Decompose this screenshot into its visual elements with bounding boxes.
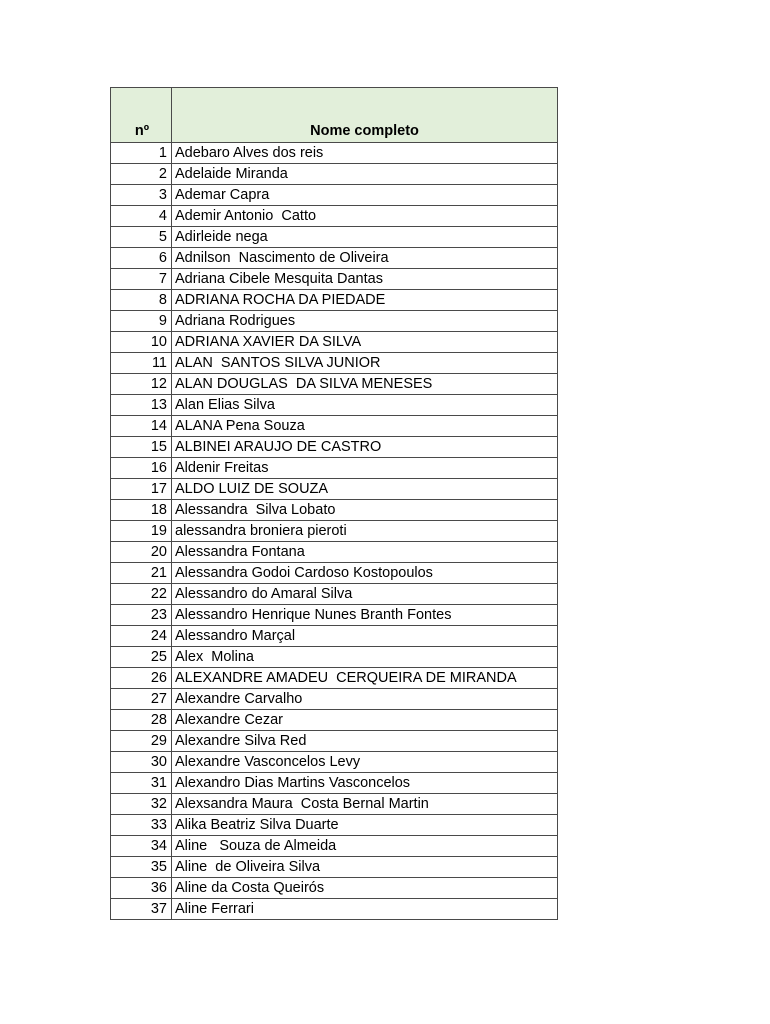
row-number-cell: 36 xyxy=(111,878,172,899)
row-number-cell: 23 xyxy=(111,605,172,626)
table-row xyxy=(111,836,558,857)
full-name-cell: ALANA Pena Souza xyxy=(172,416,558,437)
table-row xyxy=(111,290,558,311)
row-number-cell: 37 xyxy=(111,899,172,920)
full-name-cell: ADRIANA XAVIER DA SILVA xyxy=(172,332,558,353)
full-name-cell: Alika Beatriz Silva Duarte xyxy=(172,815,558,836)
table-body xyxy=(111,143,558,920)
row-number-cell: 30 xyxy=(111,752,172,773)
number-column-header: nº xyxy=(111,88,172,143)
row-number-cell: 15 xyxy=(111,437,172,458)
full-name-cell: ALDO LUIZ DE SOUZA xyxy=(172,479,558,500)
row-number-cell: 31 xyxy=(111,773,172,794)
row-number-cell: 5 xyxy=(111,227,172,248)
full-name-cell: Alexandre Carvalho xyxy=(172,689,558,710)
row-number-cell: 7 xyxy=(111,269,172,290)
full-name-cell: alessandra broniera pieroti xyxy=(172,521,558,542)
full-name-cell: Alessandro Marçal xyxy=(172,626,558,647)
full-name-cell: Adirleide nega xyxy=(172,227,558,248)
row-number-cell: 22 xyxy=(111,584,172,605)
table-row xyxy=(111,164,558,185)
full-name-cell: Alexandro Dias Martins Vasconcelos xyxy=(172,773,558,794)
table-row xyxy=(111,584,558,605)
names-table xyxy=(110,87,558,920)
full-name-cell: ALBINEI ARAUJO DE CASTRO xyxy=(172,437,558,458)
table-row xyxy=(111,794,558,815)
table-row xyxy=(111,710,558,731)
table-row xyxy=(111,185,558,206)
full-name-cell: Alexsandra Maura Costa Bernal Martin xyxy=(172,794,558,815)
table-row xyxy=(111,227,558,248)
table-row xyxy=(111,899,558,920)
table-row xyxy=(111,269,558,290)
row-number-cell: 6 xyxy=(111,248,172,269)
row-number-cell: 32 xyxy=(111,794,172,815)
table-row xyxy=(111,773,558,794)
full-name-cell: Alex Molina xyxy=(172,647,558,668)
row-number-cell: 4 xyxy=(111,206,172,227)
table-row xyxy=(111,353,558,374)
full-name-cell: Adriana Cibele Mesquita Dantas xyxy=(172,269,558,290)
table-row xyxy=(111,311,558,332)
row-number-cell: 10 xyxy=(111,332,172,353)
full-name-cell: Adnilson Nascimento de Oliveira xyxy=(172,248,558,269)
table-row xyxy=(111,248,558,269)
full-name-cell: ALAN SANTOS SILVA JUNIOR xyxy=(172,353,558,374)
row-number-cell: 33 xyxy=(111,815,172,836)
row-number-cell: 12 xyxy=(111,374,172,395)
row-number-cell: 14 xyxy=(111,416,172,437)
full-name-cell: Alexandre Silva Red xyxy=(172,731,558,752)
row-number-cell: 26 xyxy=(111,668,172,689)
row-number-cell: 18 xyxy=(111,500,172,521)
full-name-cell: ALAN DOUGLAS DA SILVA MENESES xyxy=(172,374,558,395)
table-row xyxy=(111,458,558,479)
full-name-cell: Alessandro do Amaral Silva xyxy=(172,584,558,605)
table-row xyxy=(111,815,558,836)
header-row xyxy=(111,88,558,143)
row-number-cell: 3 xyxy=(111,185,172,206)
table-row xyxy=(111,542,558,563)
full-name-cell: ADRIANA ROCHA DA PIEDADE xyxy=(172,290,558,311)
table-row xyxy=(111,878,558,899)
table-row xyxy=(111,521,558,542)
row-number-cell: 35 xyxy=(111,857,172,878)
full-name-cell: Aline da Costa Queirós xyxy=(172,878,558,899)
row-number-cell: 2 xyxy=(111,164,172,185)
row-number-cell: 11 xyxy=(111,353,172,374)
table-row xyxy=(111,752,558,773)
table-row xyxy=(111,143,558,164)
row-number-cell: 28 xyxy=(111,710,172,731)
table-row xyxy=(111,731,558,752)
table-row xyxy=(111,563,558,584)
table-row xyxy=(111,500,558,521)
table-row xyxy=(111,206,558,227)
full-name-cell: Aline Souza de Almeida xyxy=(172,836,558,857)
table-row xyxy=(111,479,558,500)
row-number-cell: 27 xyxy=(111,689,172,710)
table-row xyxy=(111,416,558,437)
table-row xyxy=(111,437,558,458)
full-name-cell: Ademar Capra xyxy=(172,185,558,206)
full-name-cell: Alessandra Fontana xyxy=(172,542,558,563)
table-row xyxy=(111,668,558,689)
table-row xyxy=(111,332,558,353)
full-name-cell: Alan Elias Silva xyxy=(172,395,558,416)
full-name-cell: Adelaide Miranda xyxy=(172,164,558,185)
table-row xyxy=(111,647,558,668)
row-number-cell: 8 xyxy=(111,290,172,311)
row-number-cell: 9 xyxy=(111,311,172,332)
row-number-cell: 24 xyxy=(111,626,172,647)
table-row xyxy=(111,689,558,710)
row-number-cell: 34 xyxy=(111,836,172,857)
row-number-cell: 29 xyxy=(111,731,172,752)
full-name-cell: Alexandre Cezar xyxy=(172,710,558,731)
full-name-cell: Alessandro Henrique Nunes Branth Fontes xyxy=(172,605,558,626)
row-number-cell: 1 xyxy=(111,143,172,164)
row-number-cell: 19 xyxy=(111,521,172,542)
full-name-cell: Aline de Oliveira Silva xyxy=(172,857,558,878)
full-name-cell: Adebaro Alves dos reis xyxy=(172,143,558,164)
row-number-cell: 20 xyxy=(111,542,172,563)
full-name-cell: Ademir Antonio Catto xyxy=(172,206,558,227)
full-name-cell: Aldenir Freitas xyxy=(172,458,558,479)
table-row xyxy=(111,857,558,878)
full-name-cell: Aline Ferrari xyxy=(172,899,558,920)
table-row xyxy=(111,626,558,647)
full-name-cell: ALEXANDRE AMADEU CERQUEIRA DE MIRANDA xyxy=(172,668,558,689)
row-number-cell: 13 xyxy=(111,395,172,416)
full-name-cell: Alessandra Godoi Cardoso Kostopoulos xyxy=(172,563,558,584)
table-row xyxy=(111,395,558,416)
row-number-cell: 16 xyxy=(111,458,172,479)
full-name-cell: Alessandra Silva Lobato xyxy=(172,500,558,521)
row-number-cell: 17 xyxy=(111,479,172,500)
row-number-cell: 25 xyxy=(111,647,172,668)
full-name-cell: Adriana Rodrigues xyxy=(172,311,558,332)
full-name-cell: Alexandre Vasconcelos Levy xyxy=(172,752,558,773)
row-number-cell: 21 xyxy=(111,563,172,584)
name-column-header: Nome completo xyxy=(172,88,558,143)
table-row xyxy=(111,605,558,626)
table-row xyxy=(111,374,558,395)
